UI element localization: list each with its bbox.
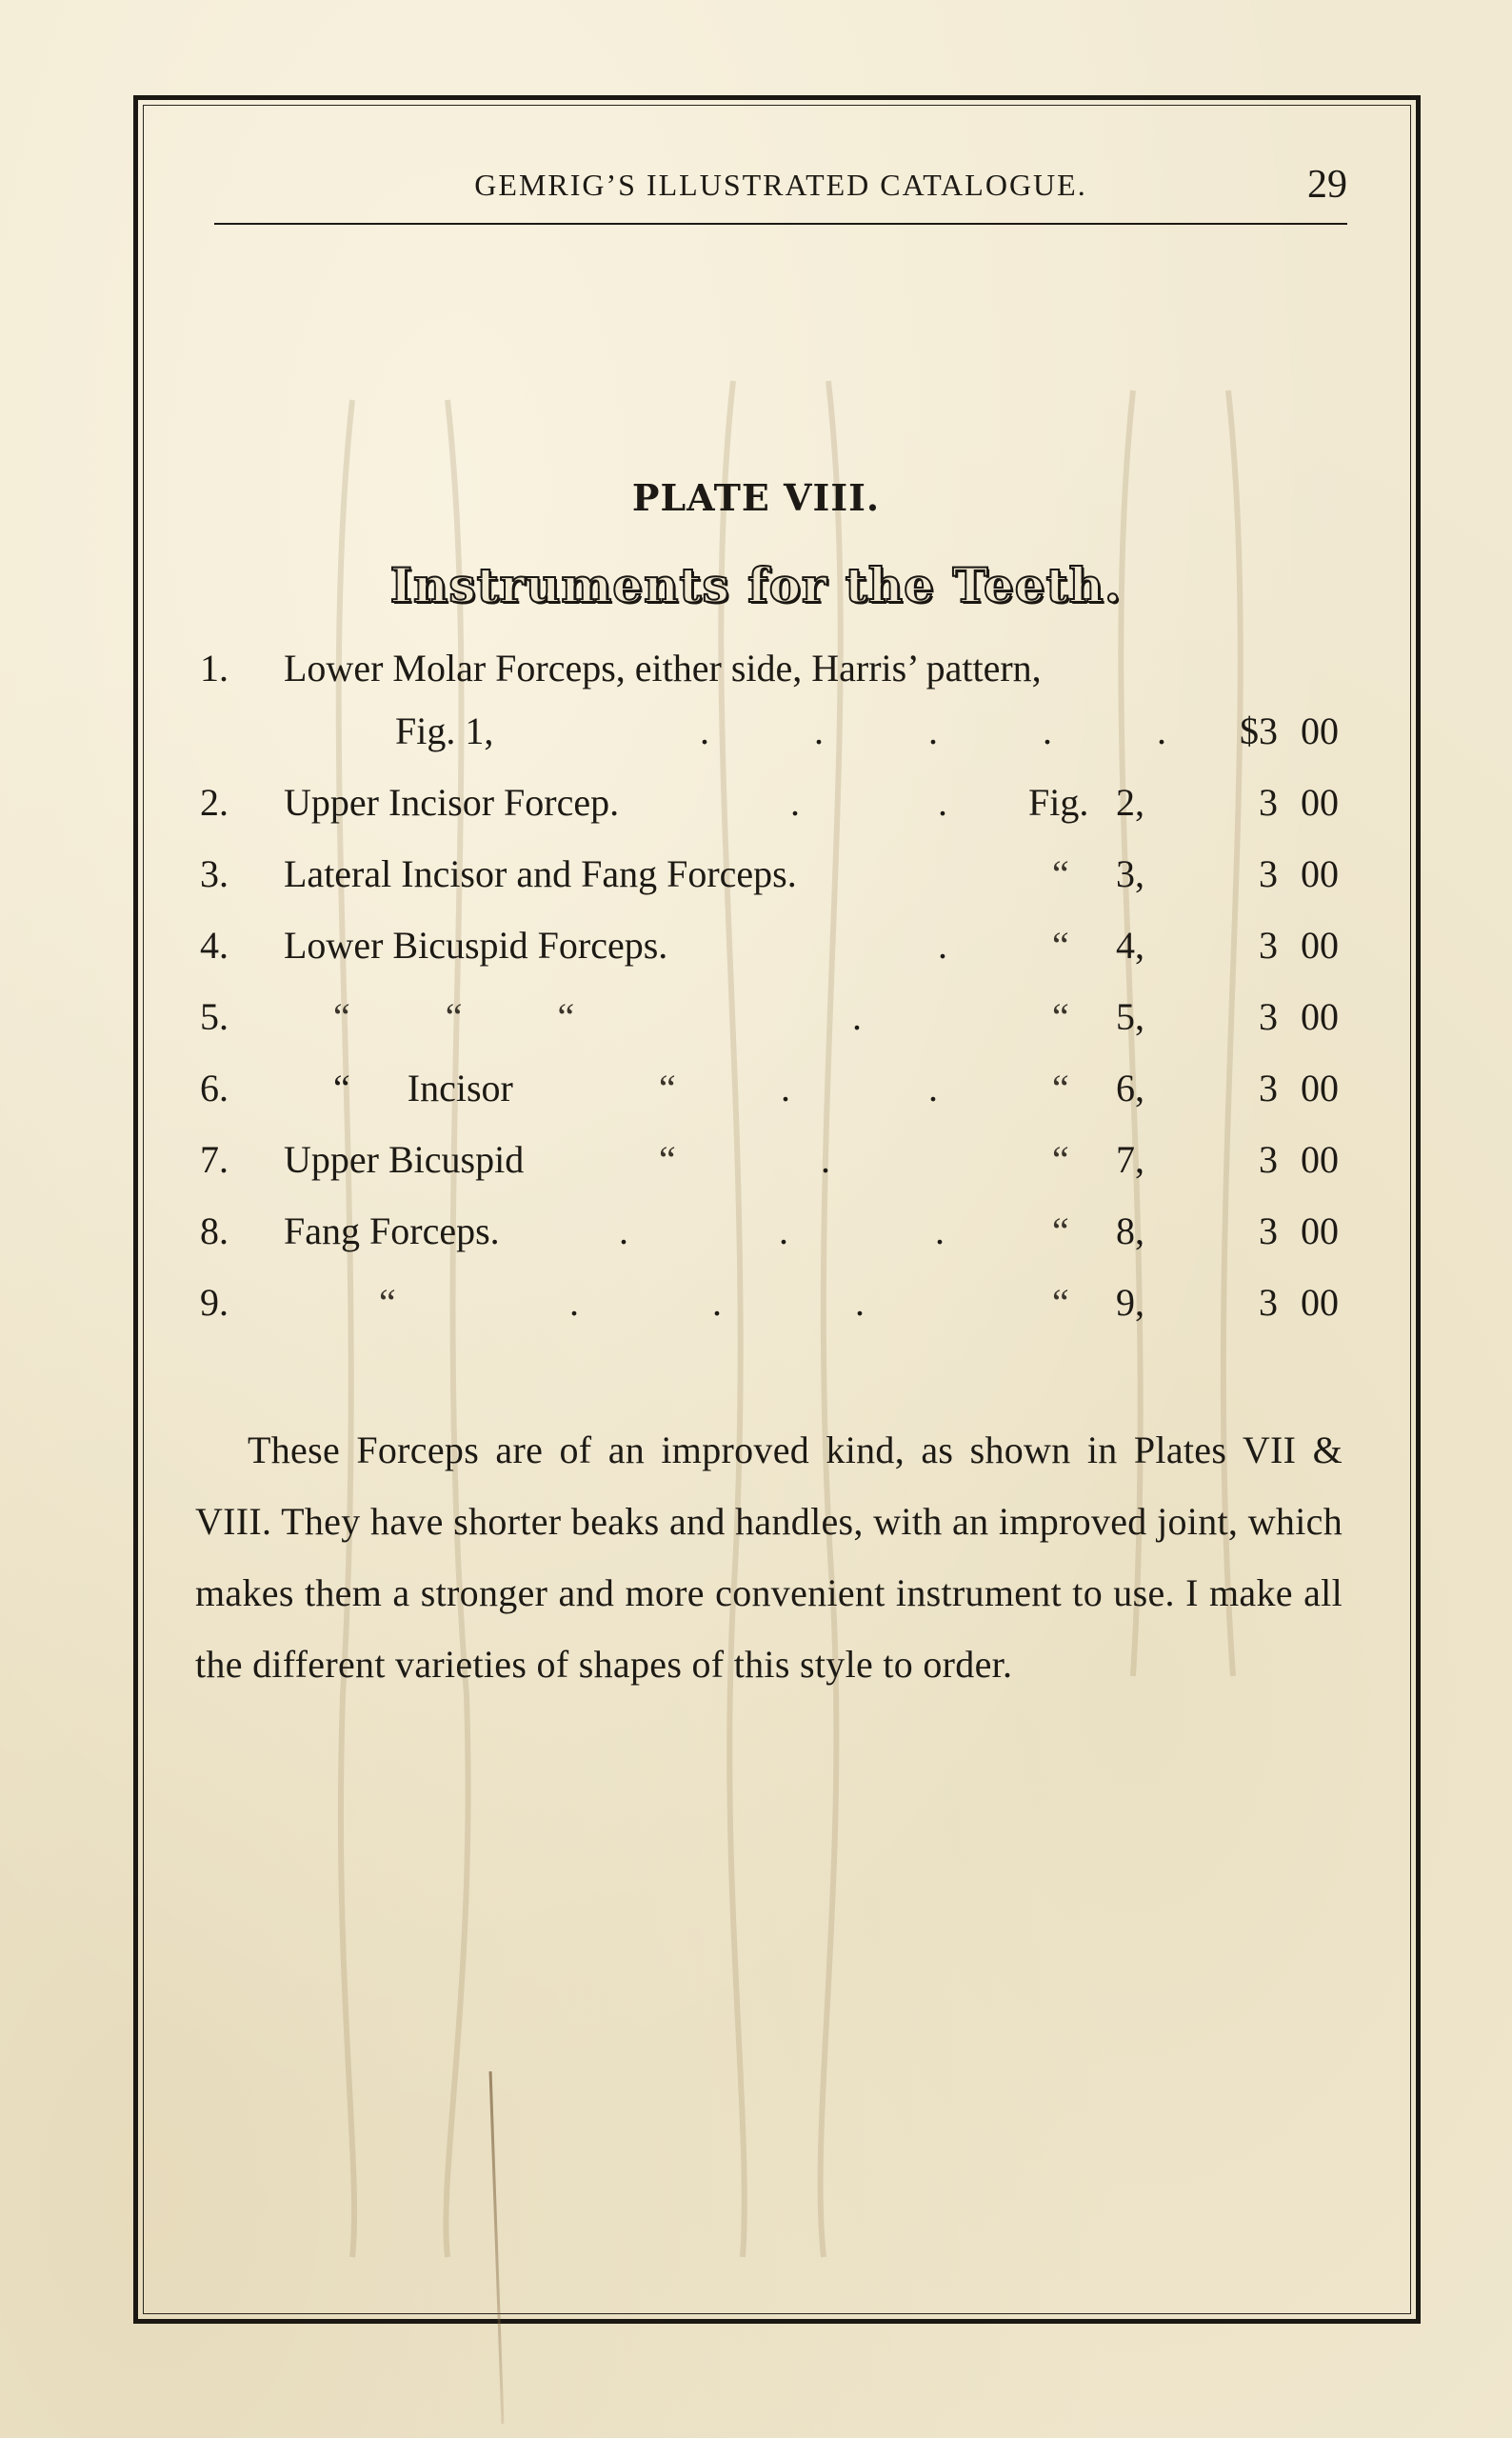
leader-dot: . — [855, 1281, 865, 1324]
item-price-dollars: 3 — [1259, 995, 1278, 1038]
item-price-cents: 00 — [1301, 924, 1339, 967]
leader-dot: . — [700, 709, 709, 752]
item-figure-ditto: “ — [1052, 852, 1069, 895]
item-price-dollars: 3 — [1259, 1209, 1278, 1252]
item-figure-label: Fig. — [1028, 781, 1089, 824]
item-price-cents: 00 — [1301, 709, 1339, 752]
item-price-dollars: 3 — [1259, 1138, 1278, 1181]
item-price-dollars: $3 — [1240, 709, 1278, 752]
item-number: 9. — [200, 1281, 229, 1324]
item-price-dollars: 3 — [1259, 1281, 1278, 1324]
item-figure-number: 4, — [1116, 924, 1144, 967]
item-price-cents: 00 — [1301, 995, 1339, 1038]
leader-dot: . — [938, 781, 947, 824]
item-figure-number: 6, — [1116, 1067, 1144, 1109]
leader-dot: . — [928, 1067, 938, 1109]
item-number: 7. — [200, 1138, 229, 1181]
item-price-cents: 00 — [1301, 1138, 1339, 1181]
leader-dot: . — [938, 924, 947, 967]
leader-dot: . — [935, 1209, 945, 1252]
list-item — [0, 1281, 1512, 1341]
leader-dot: . — [779, 1209, 788, 1252]
leader-dot: . — [781, 1067, 790, 1109]
item-description: Upper Bicuspid — [284, 1138, 525, 1181]
item-description-ditto: “ “ “ — [333, 995, 575, 1038]
item-figure-number: 7, — [1116, 1138, 1144, 1181]
list-item — [0, 1138, 1512, 1198]
list-item — [0, 995, 1512, 1055]
item-figure-ditto: “ — [1052, 1067, 1069, 1109]
leader-dot: . — [619, 1209, 628, 1252]
item-description-ditto: “ — [379, 1281, 396, 1324]
leader-dot: . — [1043, 709, 1052, 752]
item-description: Lateral Incisor and Fang Forceps. — [284, 852, 797, 895]
list-item — [0, 924, 1512, 984]
list-item — [0, 649, 1512, 707]
running-title: GEMRIG’S ILLUSTRATED CATALOGUE. — [474, 168, 1087, 202]
item-price-dollars: 3 — [1259, 781, 1278, 824]
item-number: 2. — [200, 781, 229, 824]
leader-dot: . — [712, 1281, 722, 1324]
item-figure-number: 5, — [1116, 995, 1144, 1038]
item-figure-ditto: “ — [1052, 924, 1069, 967]
section-title: Instruments for the Teeth. — [389, 557, 1123, 613]
item-figure-ditto: “ — [1052, 1209, 1069, 1252]
list-item-continuation — [0, 709, 1512, 769]
item-figure-ditto: “ — [1052, 1281, 1069, 1324]
item-description-ditto: “ — [659, 1067, 676, 1109]
item-price-dollars: 3 — [1259, 1067, 1278, 1109]
list-item — [0, 852, 1512, 912]
item-number: 5. — [200, 995, 229, 1038]
leader-dot: . — [569, 1281, 579, 1324]
item-figure-reference: Fig. 1, — [395, 709, 494, 752]
item-price-cents: 00 — [1301, 1209, 1339, 1252]
list-item — [0, 1209, 1512, 1269]
item-number: 6. — [200, 1067, 229, 1109]
item-price-cents: 00 — [1301, 1281, 1339, 1324]
item-number: 1. — [200, 647, 229, 689]
leader-dot: . — [821, 1138, 830, 1181]
page-number: 29 — [1307, 163, 1347, 207]
item-price-cents: 00 — [1301, 1067, 1339, 1109]
item-figure-number: 3, — [1116, 852, 1144, 895]
item-price-dollars: 3 — [1259, 924, 1278, 967]
item-figure-number: 8, — [1116, 1209, 1144, 1252]
leader-dot: . — [814, 709, 824, 752]
item-figure-number: 9, — [1116, 1281, 1144, 1324]
list-item — [0, 1069, 1512, 1127]
description-paragraph: These Forceps are of an improved kind, as shown in Plates VII & VIII. They have shorter beaks and handles, with an improved joint, which makes them a stronger and more convenient instrument to use. I make all the different varieties of shapes of this style to order. — [195, 1429, 1343, 1686]
item-description-ditto: “ — [659, 1138, 676, 1181]
item-figure-number: 2, — [1116, 781, 1144, 824]
leader-dot: . — [1157, 709, 1166, 752]
item-figure-ditto: “ — [1052, 995, 1069, 1038]
item-figure-ditto: “ — [1052, 1138, 1069, 1181]
item-price-cents: 00 — [1301, 852, 1339, 895]
leader-dot: . — [852, 995, 862, 1038]
leader-dot: . — [928, 709, 938, 752]
plate-title: PLATE VIII. — [631, 476, 881, 519]
item-number: 4. — [200, 924, 229, 967]
list-item — [0, 781, 1512, 841]
item-description: Lower Molar Forceps, either side, Harris’ pattern, — [284, 647, 1042, 689]
item-description: Fang Forceps. — [284, 1209, 500, 1252]
item-number: 8. — [200, 1209, 229, 1252]
item-price-cents: 00 — [1301, 781, 1339, 824]
item-description: Lower Bicuspid Forceps. — [284, 924, 668, 967]
item-description: “ Incisor — [333, 1067, 513, 1109]
item-description: Upper Incisor Forcep. — [284, 781, 620, 824]
item-price-dollars: 3 — [1259, 852, 1278, 895]
leader-dot: . — [790, 781, 800, 824]
item-number: 3. — [200, 852, 229, 895]
